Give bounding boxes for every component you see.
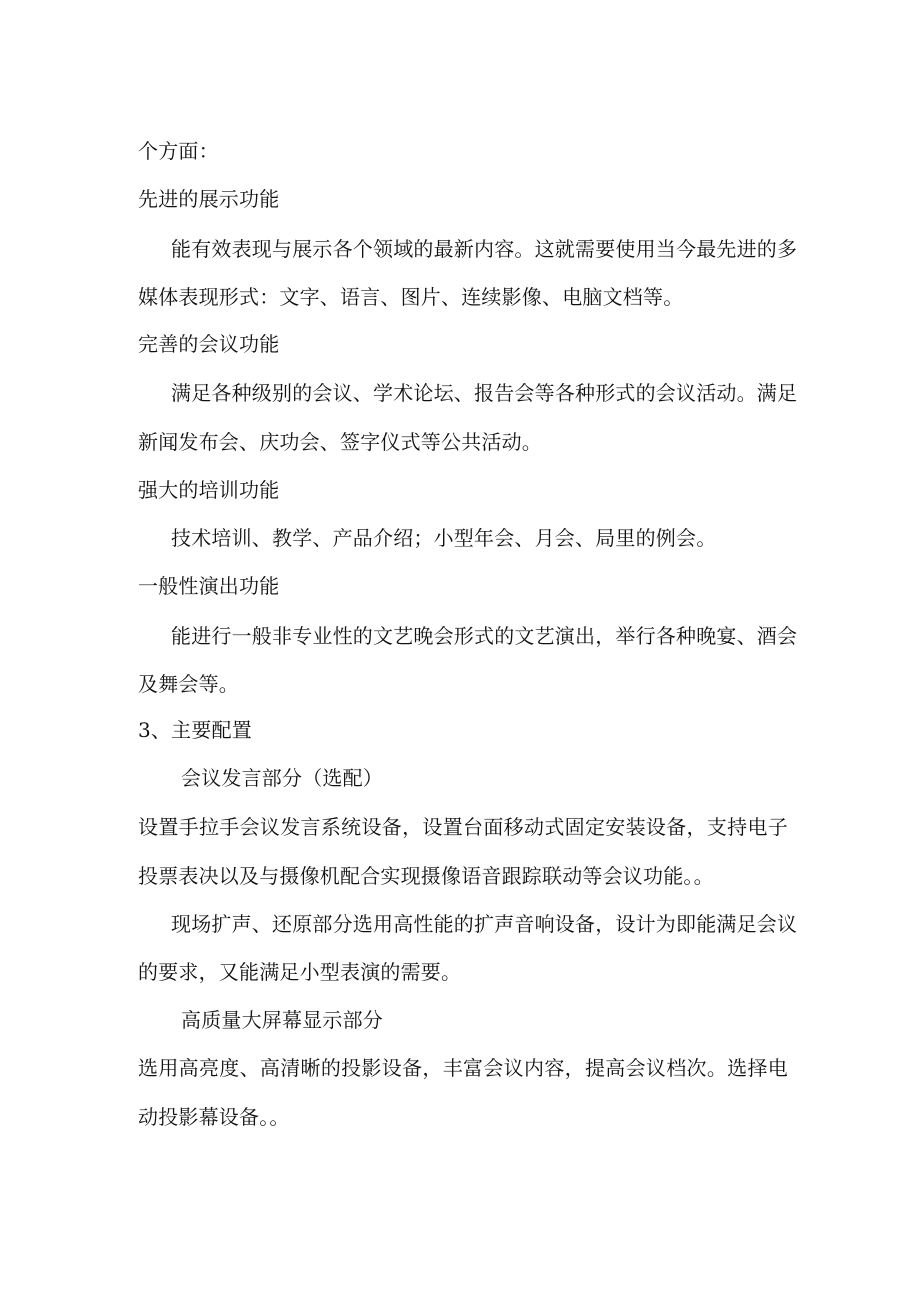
section-heading-meeting: 完善的会议功能	[138, 332, 280, 356]
paragraph-line: 现场扩声、还原部分选用高性能的扩声音响设备，设计为即能满足会议	[171, 912, 798, 936]
section-heading-performance: 一般性演出功能	[138, 574, 280, 598]
subheading-display: 高质量大屏幕显示部分	[181, 1008, 383, 1032]
paragraph-line: 能进行一般非专业性的文艺晚会形式的文艺演出，举行各种晚宴、酒会	[171, 624, 798, 648]
intro-line: 个方面：	[138, 139, 219, 163]
paragraph-line: 及舞会等。	[138, 672, 239, 696]
paragraph-line: 满足各种级别的会议、学术论坛、报告会等各种形式的会议活动。满足	[171, 381, 798, 405]
paragraph-line: 能有效表现与展示各个领域的最新内容。这就需要使用当今最先进的多	[171, 237, 798, 261]
paragraph-line: 动投影幕设备。。	[138, 1105, 290, 1129]
paragraph-line: 的要求，又能满足小型表演的需要。	[138, 960, 462, 984]
subheading-speech: 会议发言部分（选配）	[181, 766, 383, 790]
paragraph-line: 媒体表现形式：文字、语言、图片、连续影像、电脑文档等。	[138, 285, 684, 309]
paragraph-line: 设置手拉手会议发言系统设备，设置台面移动式固定安装设备，支持电子	[138, 815, 788, 839]
paragraph-line: 新闻发布会、庆功会、签字仪式等公共活动。	[138, 430, 542, 454]
paragraph-line: 投票表决以及与摄像机配合实现摄像语音跟踪联动等会议功能。。	[138, 864, 714, 888]
section-heading-training: 强大的培训功能	[138, 478, 280, 502]
section-heading-config: 3、主要配置	[138, 718, 252, 742]
section-heading-display: 先进的展示功能	[138, 187, 280, 211]
paragraph-line: 技术培训、教学、产品介绍；小型年会、月会、局里的例会。	[171, 526, 717, 550]
paragraph-line: 选用高亮度、高清晰的投影设备，丰富会议内容，提高会议档次。选择电	[138, 1056, 788, 1080]
